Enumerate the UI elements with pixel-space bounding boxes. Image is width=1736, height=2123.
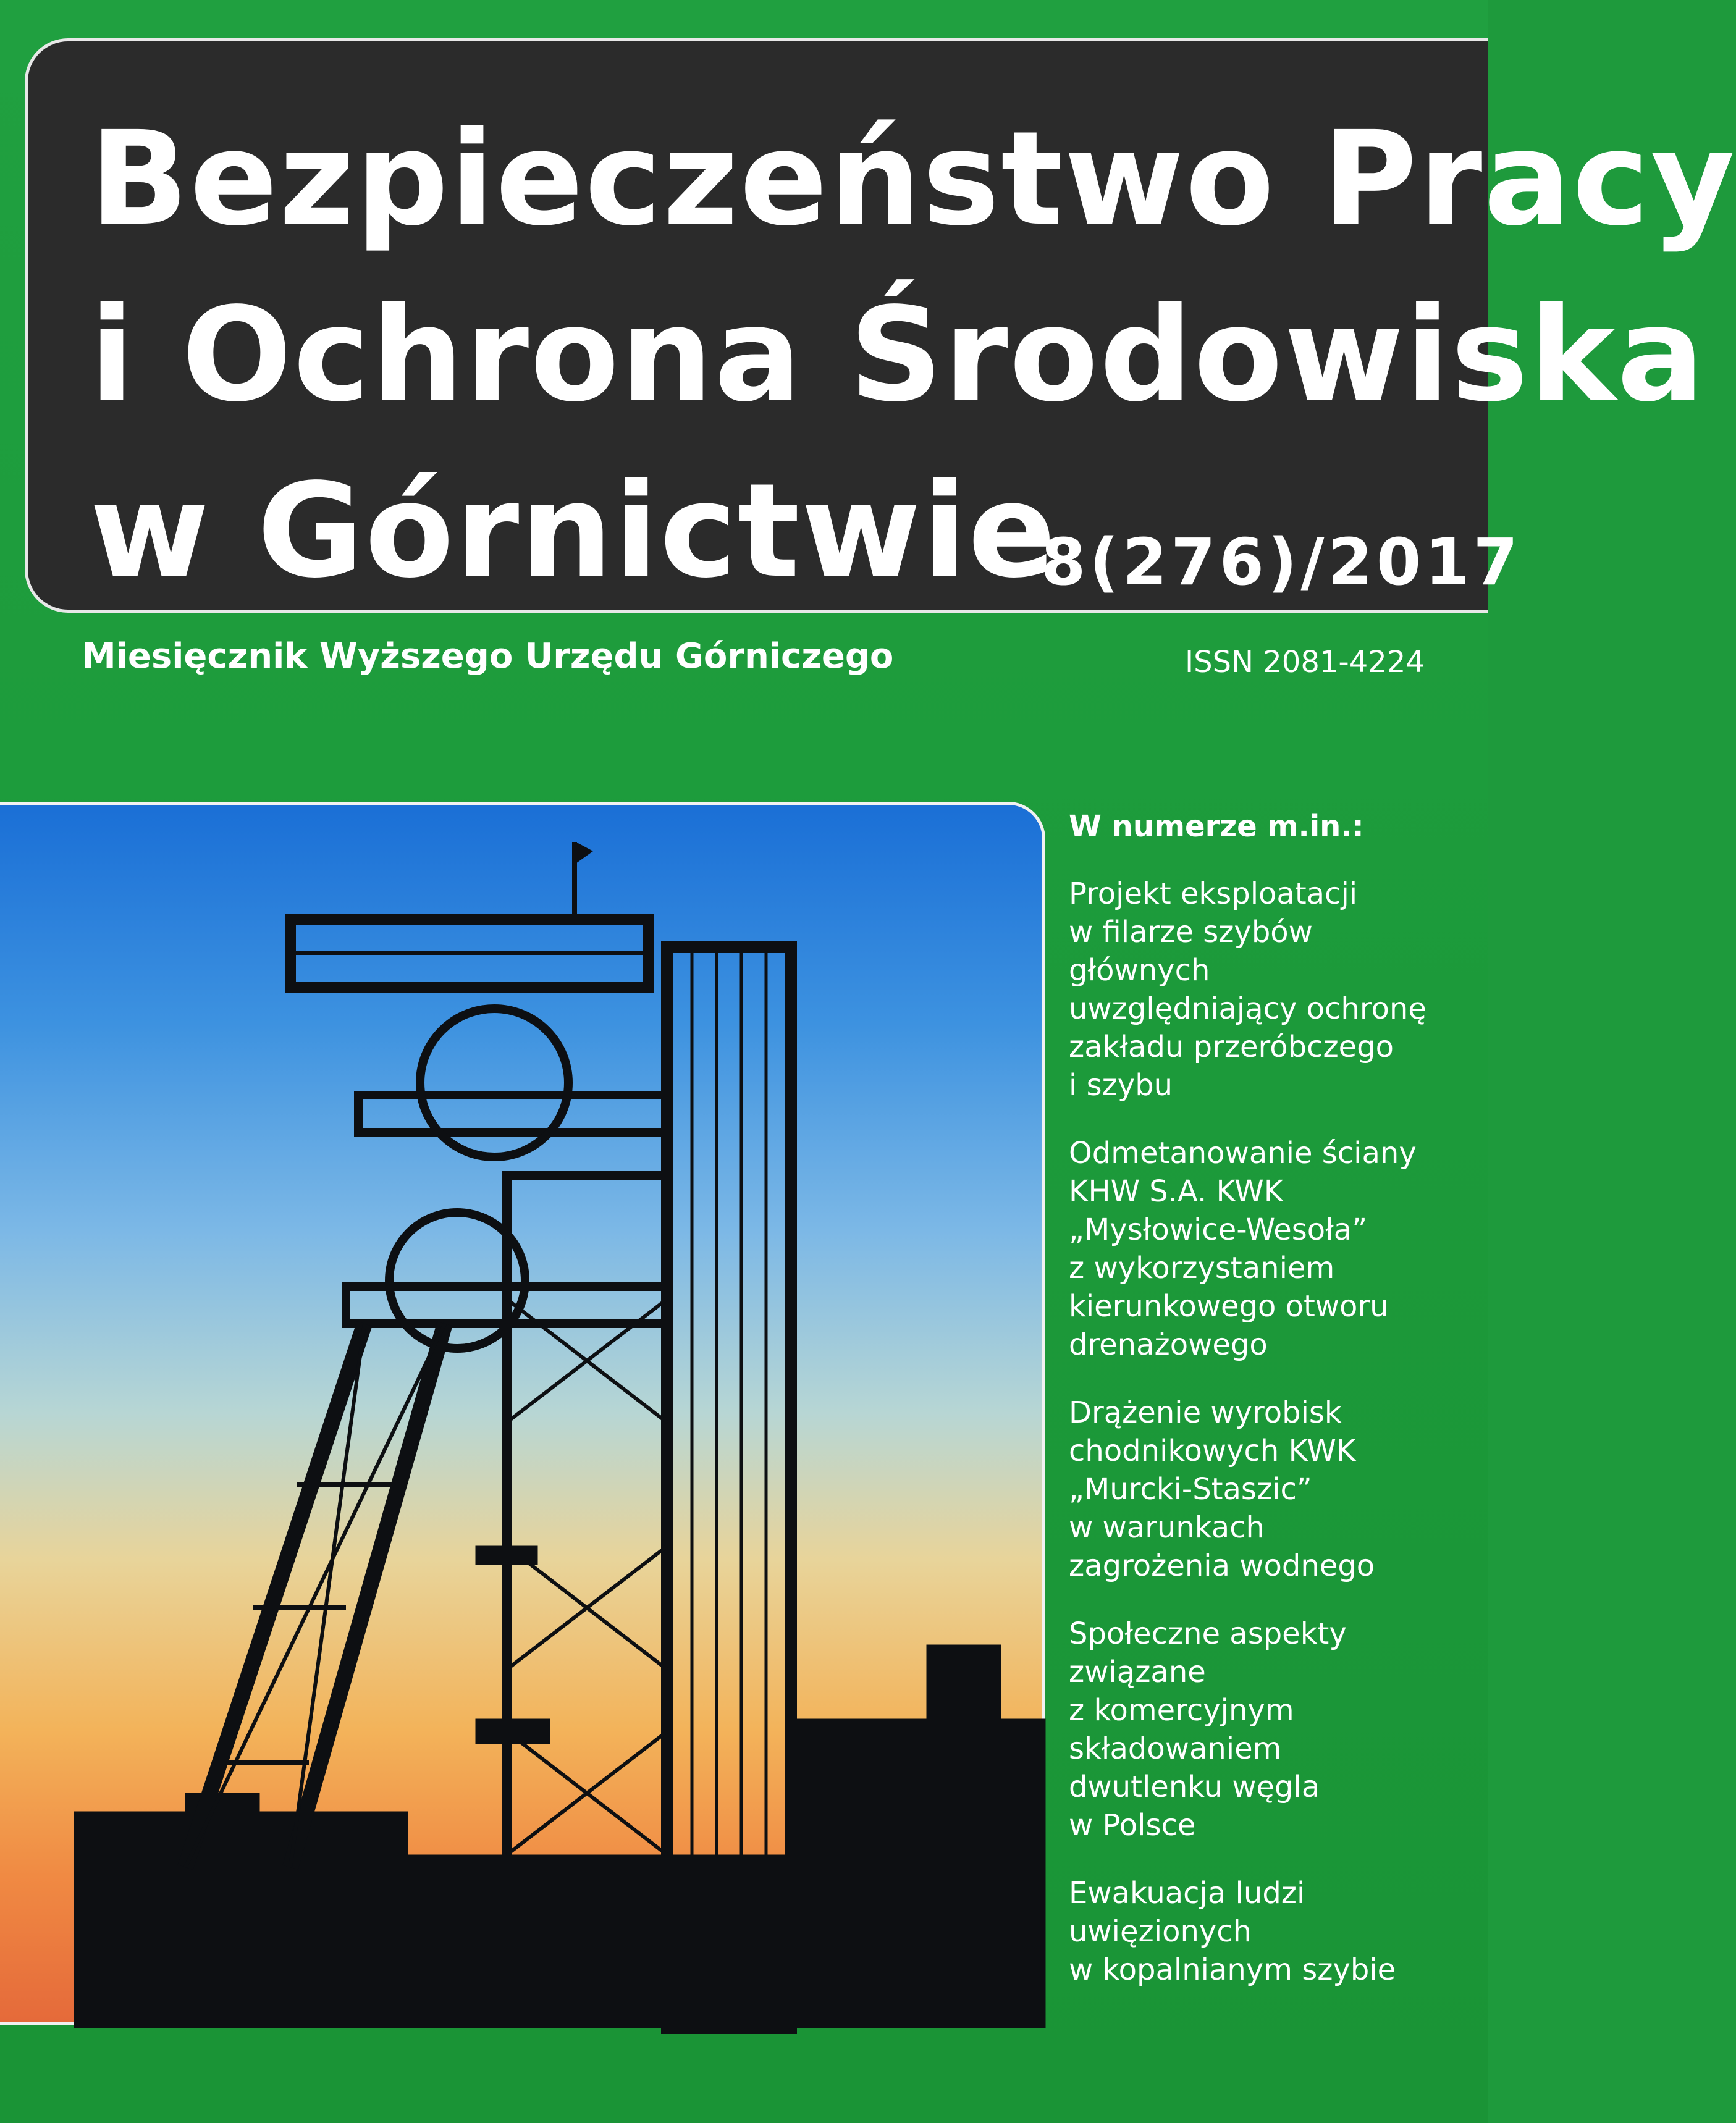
article-title: Projekt eksploatacji w filarze szybów głównych uwzględniający ochronę zakładu przeróbczego i szybu <box>1069 877 1426 1103</box>
journal-subtitle: Miesięcznik Wyższego Urzędu Górniczego <box>82 636 894 676</box>
journal-title-line-1: Bezpieczeństwo Pracy <box>90 103 1736 254</box>
issn-number: ISSN 2081-4224 <box>1185 645 1425 679</box>
journal-title-line-2: i Ochrona Środowiska <box>90 279 1706 431</box>
title-panel <box>25 38 1736 613</box>
table-of-contents <box>1069 809 1483 2019</box>
article-title: Społeczne aspekty związane z komercyjnym składowaniem dwutlenku węgla w Polsce <box>1069 1616 1347 1843</box>
contents-heading: W numerze m.in.: <box>1069 809 1364 844</box>
issue-number: 8(276)/2017 <box>1041 524 1522 600</box>
article-title: Odmetanowanie ściany KHW S.A. KWK „Mysłowice-Wesoła” z wykorzystaniem kierunkowego otworu drenażowego <box>1069 1136 1417 1362</box>
building-right <box>791 1719 1045 2028</box>
article-title: Drążenie wyrobisk chodnikowych KWK „Murcki-Staszic” w warunkach zagrożenia wodnego <box>1069 1395 1375 1583</box>
mine-headframe-silhouette <box>0 805 1045 2028</box>
cover-photo-headframe <box>0 802 1045 2025</box>
article-title: Ewakuacja ludzi uwięzionych w kopalnianym szybie <box>1069 1876 1396 1987</box>
journal-title-line-3: w Górnictwie <box>90 455 1058 607</box>
building-left <box>74 1812 408 2028</box>
